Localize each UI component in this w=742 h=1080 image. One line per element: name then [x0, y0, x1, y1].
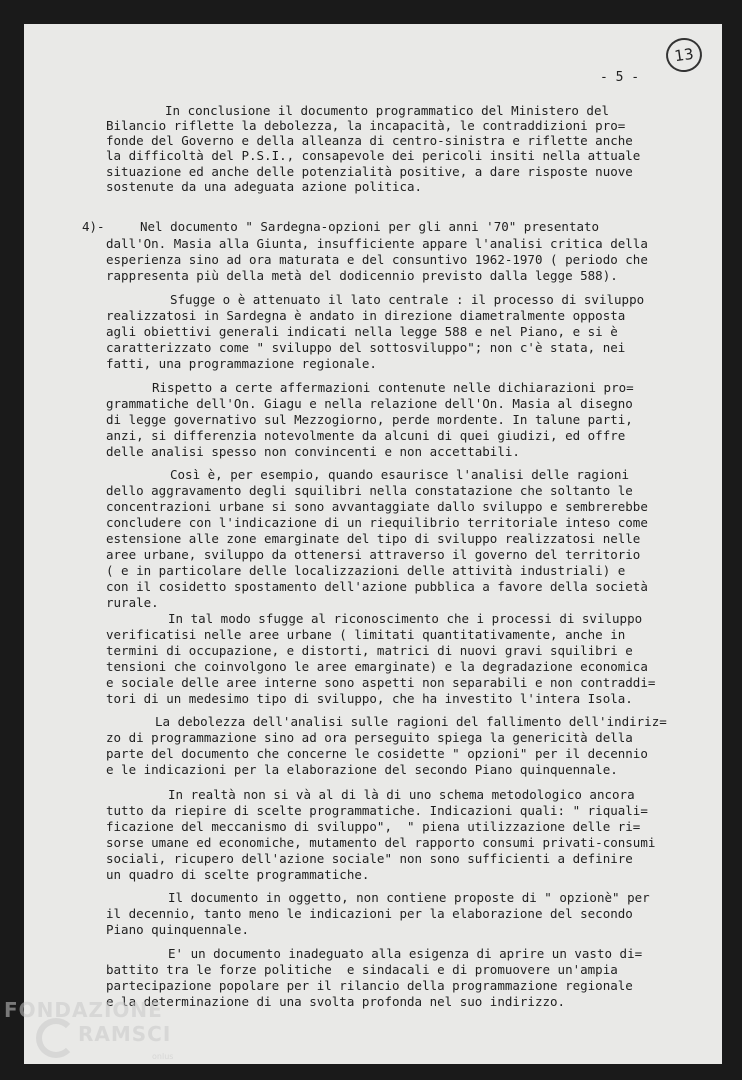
text-line: Sfugge o è attenuato il lato centrale : il processo di sviluppo: [170, 292, 645, 307]
text-line: e sociale delle aree interne sono aspetti non separabili e non contraddi=: [106, 675, 656, 690]
text-line: delle analisi spesso non convincenti e non accettabili.: [106, 444, 520, 459]
text-line: dall'On. Masia alla Giunta, insufficiente appare l'analisi critica della: [106, 236, 648, 251]
text-line: tensioni che coinvolgono le aree emarginate) e la degradazione economica: [106, 659, 648, 674]
text-line: fatti, una programmazione regionale.: [106, 356, 377, 371]
text-line: rurale.: [106, 595, 159, 610]
text-line: ficazione del meccanismo di sviluppo", " piena utilizzazione delle ri=: [106, 819, 641, 834]
text-line: sociali, ricupero dell'azione sociale" non sono sufficienti a definire: [106, 851, 633, 866]
text-line: tori di un medesimo tipo di sviluppo, che ha investito l'intera Isola.: [106, 691, 633, 706]
text-line: e la determinazione di una svolta profonda nel suo indirizzo.: [106, 994, 566, 1009]
text-line: In conclusione il documento programmatico del Ministero del: [165, 103, 610, 118]
text-line: sostenute da una adeguata azione politica.: [106, 179, 423, 194]
text-line: agli obiettivi generali indicati nella legge 588 e nel Piano, e si è: [106, 324, 618, 339]
text-line: il decennio, tanto meno le indicazioni per la elaborazione del secondo: [106, 906, 633, 921]
watermark-line2: RAMSCI: [78, 1022, 172, 1046]
text-line: e le indicazioni per la elaborazione del secondo Piano quinquennale.: [106, 762, 618, 777]
text-line: tutto da riepire di scelte programmatiche. Indicazioni quali: " riquali=: [106, 803, 648, 818]
text-line: La debolezza dell'analisi sulle ragioni del fallimento dell'indiriz=: [155, 714, 667, 729]
text-line: Nel documento " Sardegna-opzioni per gli anni '70" presentato: [140, 219, 600, 234]
text-line: situazione ed anche delle potenzialità positive, a dare risposte nuove: [106, 164, 633, 179]
text-line: caratterizzato come " sviluppo del sottosviluppo"; non c'è stata, nei: [106, 340, 626, 355]
text-line: un quadro di scelte programmatiche.: [106, 867, 370, 882]
page-number: - 5 -: [600, 70, 640, 85]
text-line: ( e in particolare delle localizzazioni delle attività industriali) e: [106, 563, 626, 578]
text-line: con il cosidetto spostamento dell'azione pubblica a favore della società: [106, 579, 648, 594]
text-line: Il documento in oggetto, non contiene proposte di " opzionè" per: [168, 890, 650, 905]
text-line: sorse umane ed economiche, mutamento del rapporto consumi privati-consumi: [106, 835, 656, 850]
watermark-g-logo-icon: [36, 1018, 76, 1058]
text-line: concentrazioni urbane si sono avvantaggiate dallo sviluppo e sembrerebbe: [106, 499, 648, 514]
text-line: In tal modo sfugge al riconoscimento che i processi di sviluppo: [168, 611, 643, 626]
text-line: anzi, si differenzia notevolmente da alcuni di quei giudizi, ed offre: [106, 428, 626, 443]
text-line: estensione alle zone emarginate del tipo di sviluppo realizzatosi nelle: [106, 531, 641, 546]
fondazione-gramsci-watermark: [4, 998, 194, 1078]
text-line: partecipazione popolare per il rilancio della programmazione regionale: [106, 978, 633, 993]
text-line: di legge governativo sul Mezzogiorno, perde mordente. In talune parti,: [106, 412, 633, 427]
text-line: Rispetto a certe affermazioni contenute nelle dichiarazioni pro=: [152, 380, 634, 395]
text-line: concludere con l'indicazione di un riequilibrio territoriale inteso come: [106, 515, 648, 530]
text-line: verificatisi nelle aree urbane ( limitati quantitativamente, anche in: [106, 627, 626, 642]
text-line: zo di programmazione sino ad ora perseguito spiega la genericità della: [106, 730, 633, 745]
text-line: esperienza sino ad ora maturata e del consuntivo 1962-1970 ( periodo che: [106, 252, 648, 267]
text-line: dello aggravamento degli squilibri nella constatazione che soltanto le: [106, 483, 633, 498]
text-line: Piano quinquennale.: [106, 922, 249, 937]
text-line: Così è, per esempio, quando esaurisce l'analisi delle ragioni: [170, 467, 630, 482]
text-line: battito tra le forze politiche e sindacali e di promuovere un'ampia: [106, 962, 618, 977]
watermark-line3: onlus: [152, 1052, 174, 1061]
page-stamp: 13: [664, 36, 704, 75]
text-line: la difficoltà del P.S.I., consapevole dei pericoli insiti nella attuale: [106, 148, 641, 163]
watermark-line1: FONDAZIONE: [4, 998, 163, 1022]
text-line: Bilancio riflette la debolezza, la incapacità, le contraddizioni pro=: [106, 118, 626, 133]
section-number: 4)-: [82, 219, 105, 234]
text-line: E' un documento inadeguato alla esigenza di aprire un vasto di=: [168, 946, 643, 961]
text-line: aree urbane, sviluppo da ottenersi attraverso il governo del territorio: [106, 547, 641, 562]
text-line: realizzatosi in Sardegna è andato in direzione diametralmente opposta: [106, 308, 626, 323]
text-line: grammatiche dell'On. Giagu e nella relazione dell'On. Masia al disegno: [106, 396, 633, 411]
text-line: termini di occupazione, e distorti, matrici di nuovi gravi squilibri e: [106, 643, 633, 658]
text-line: rappresenta più della metà del dodicennio previsto dalla legge 588).: [106, 268, 618, 283]
text-line: fonde del Governo e della alleanza di centro-sinistra e riflette anche: [106, 133, 633, 148]
text-line: parte del documento che concerne le cosidette " opzioni" per il decennio: [106, 746, 648, 761]
text-line: In realtà non si và al di là di uno schema metodologico ancora: [168, 787, 635, 802]
